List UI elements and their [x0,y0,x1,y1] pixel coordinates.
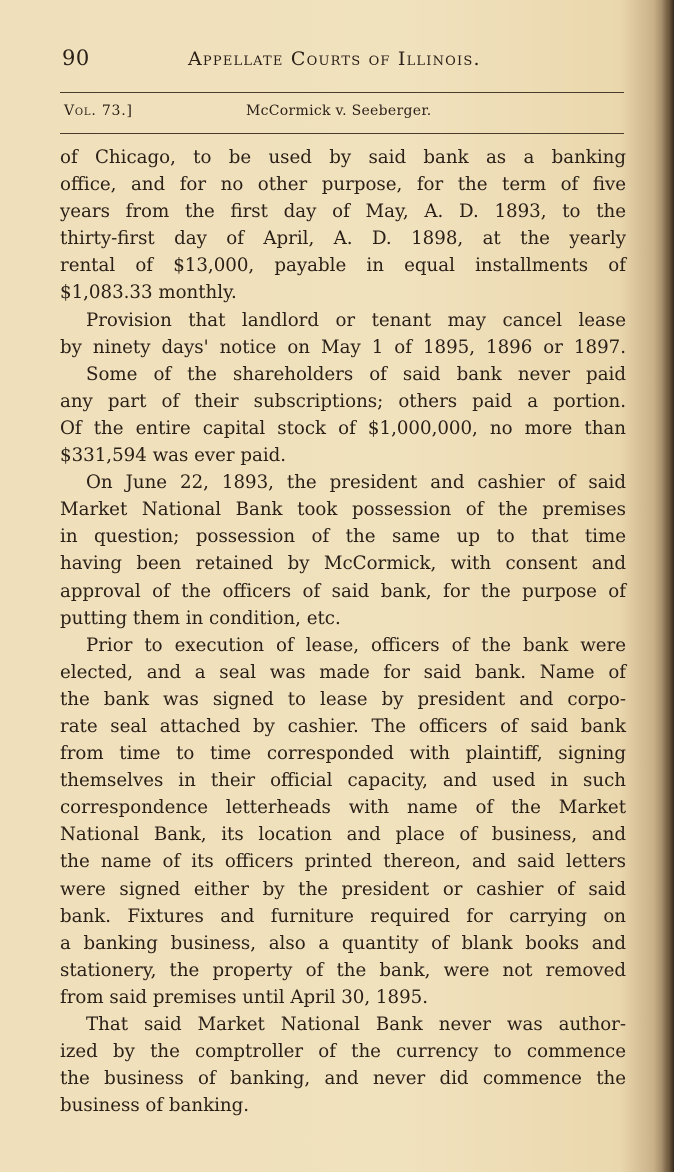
text-line: thirty-first day of April, A. D. 1898, at the yearly [60,228,626,250]
volume-label: Vol. 73.] [64,103,133,119]
text-line: ized by the comptroller of the currency to commence [60,1041,626,1063]
text-line: That said Market National Bank never was author- [86,1014,626,1035]
text-line: Provision that landlord or tenant may cancel lease [86,309,626,331]
text-line: were signed either by the president or cashier of said [60,878,626,900]
text-line: rental of $13,000, payable in equal installments of [60,255,626,277]
text-line: approval of the officers of said bank, for the purpose of [60,580,626,602]
text-line: any part of their subscriptions; others paid a portion. [60,390,626,412]
text-line: by ninety days' notice on May 1 of 1895, 1896 or 1897. [60,336,626,358]
text-line: in question; possession of the same up to that time [60,526,626,548]
text-line: years from the first day of May, A. D. 1893, to the [60,201,626,223]
text-line: bank. Fixtures and furniture required for carrying on [60,905,626,927]
text-line: the name of its officers printed thereon, and said letters [60,851,626,873]
text-line: having been retained by McCormick, with consent and [60,553,626,575]
text-line: office, and for no other purpose, for the term of five [60,174,626,196]
text-line: from time to time corresponded with plaintiff, signing [60,743,626,765]
text-line: $331,594 was ever paid. [60,445,287,467]
text-line: Of the entire capital stock of $1,000,000, no more than [60,417,626,439]
text-line: the bank was signed to lease by president and corpo- [60,688,626,710]
text-line: of Chicago, to be used by said bank as a banking [60,147,626,168]
text-line: a banking business, also a quantity of blank books and [60,932,626,954]
text-line: Prior to execution of lease, officers of the bank were [86,634,626,656]
text-line: themselves in their official capacity, and used in such [60,770,626,792]
body-text [60,144,626,1119]
text-line: stationery, the property of the bank, were not removed [60,959,626,981]
header-rule-bottom [60,133,624,134]
running-title: Appellate Courts of Illinois. [188,48,481,70]
page-number: 90 [62,46,90,70]
text-line: the business of banking, and never did commence the [60,1068,626,1090]
text-line: correspondence letterheads with name of the Market [60,797,626,819]
header-rule-top [60,92,624,93]
text-line: Market National Bank took possession of the premises [60,499,626,521]
text-line: $1,083.33 monthly. [60,282,237,304]
text-line: Some of the shareholders of said bank never paid [86,363,626,385]
text-line: National Bank, its location and place of business, and [60,824,626,846]
text-line: elected, and a seal was made for said bank. Name of [60,661,626,683]
case-name: McCormick v. Seeberger. [246,103,432,119]
text-line: putting them in condition, etc. [60,607,341,629]
text-line: business of banking. [60,1095,250,1117]
page-header [62,46,622,76]
text-line: rate seal attached by cashier. The officers of said bank [60,715,626,737]
text-line: from said premises until April 30, 1895. [60,986,429,1008]
case-subheader [64,103,624,125]
page-edge-shadow [662,0,674,1172]
text-line: On June 22, 1893, the president and cashier of said [86,472,626,494]
